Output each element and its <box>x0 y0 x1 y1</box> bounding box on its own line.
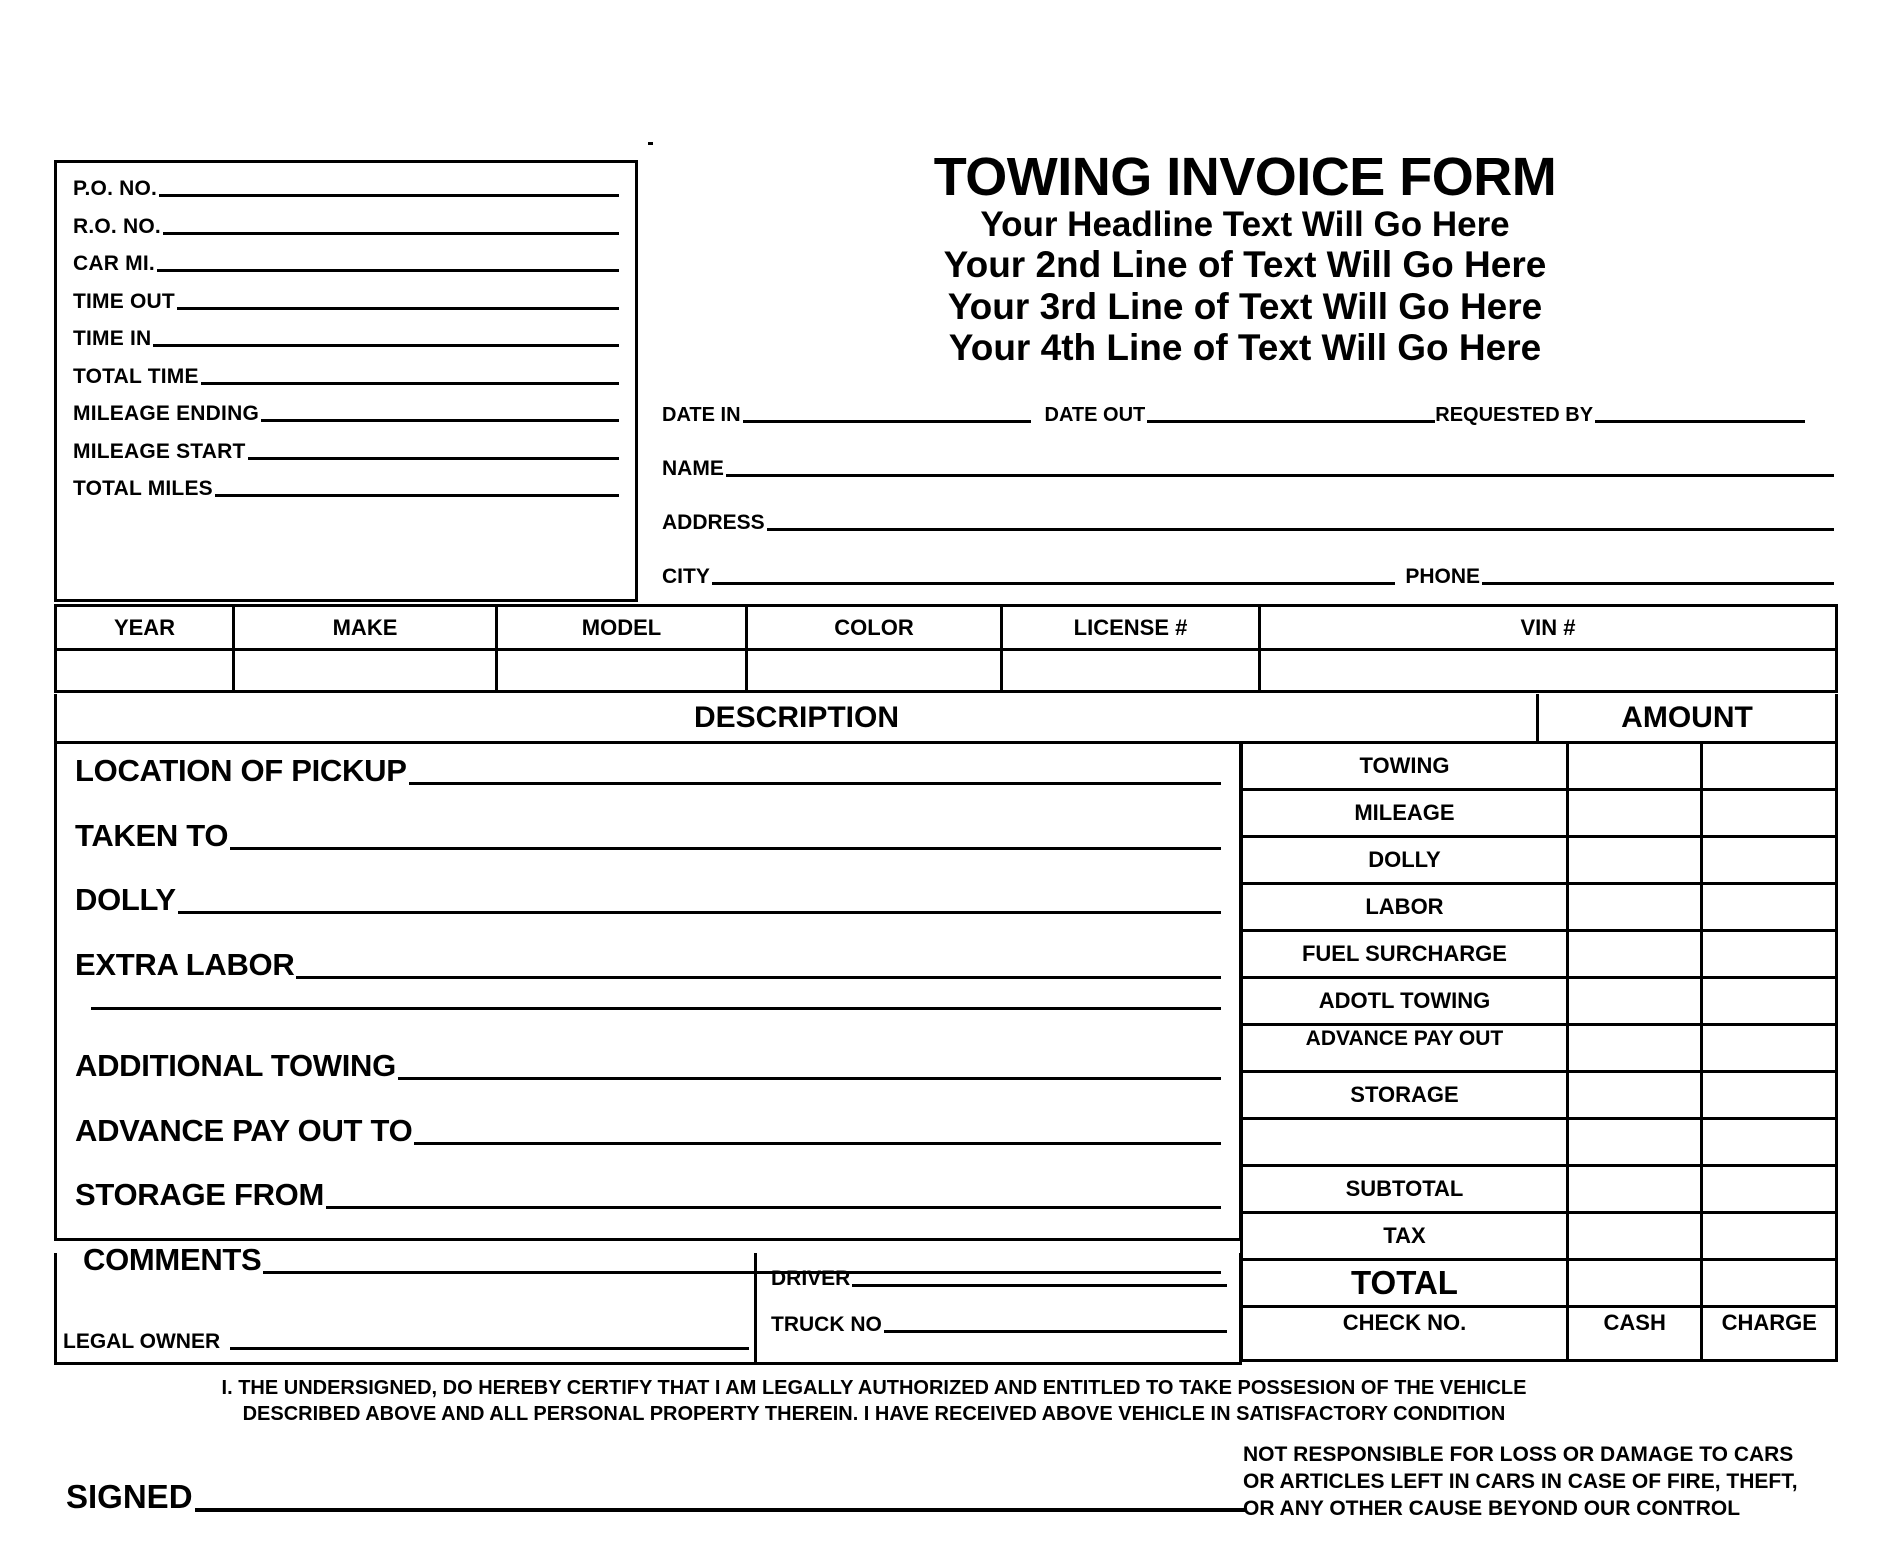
cell-make[interactable] <box>234 650 497 692</box>
write-in-rule[interactable] <box>398 1077 1221 1080</box>
customer-contact-block <box>662 404 1834 619</box>
field-time-in[interactable] <box>73 327 619 351</box>
date-out-label: DATE OUT <box>1044 404 1146 426</box>
field-label: TOTAL TIME <box>73 364 199 388</box>
field-truck-no[interactable] <box>771 1313 1227 1337</box>
city-rule[interactable] <box>712 582 1395 585</box>
amount-label: STORAGE <box>1242 1072 1568 1119</box>
field-label: ADDITIONAL TOWING <box>75 1048 396 1083</box>
payment-method-row <box>1242 1307 1837 1361</box>
legal-owner-cell <box>57 1253 757 1362</box>
field-label: TIME OUT <box>73 289 175 313</box>
amount-header: AMOUNT <box>1539 694 1838 744</box>
check-no-label[interactable]: CHECK NO. <box>1242 1307 1568 1361</box>
write-in-rule[interactable] <box>414 1142 1221 1145</box>
field-mileage-start[interactable] <box>73 440 619 464</box>
amount-label <box>1242 1119 1568 1166</box>
amount-row-mileage <box>1242 790 1837 837</box>
legal-line-1: I. THE UNDERSIGNED, DO HEREBY CERTIFY THAT I AM LEGALLY AUTHORIZED AND ENTITLED TO TAKE POSSESION OF THE VEHICLE <box>221 1377 1527 1399</box>
signed-label: SIGNED <box>66 1478 193 1515</box>
write-in-rule[interactable] <box>326 1206 1221 1209</box>
notice-line-2: OR ARTICLES LEFT IN CARS IN CASE OF FIRE, THEFT, <box>1243 1469 1798 1493</box>
field-label: COMMENTS <box>83 1241 262 1277</box>
city-phone-row <box>662 565 1834 589</box>
legal-owner-label: LEGAL OWNER <box>63 1330 221 1353</box>
field-signed[interactable] <box>66 1478 1246 1516</box>
amount-value[interactable] <box>1567 1213 1702 1260</box>
requested-by-label: REQUESTED BY <box>1435 404 1594 426</box>
legal-certification-text <box>54 1375 1694 1428</box>
amount-label: TOWING <box>1242 743 1568 790</box>
name-rule[interactable] <box>726 474 1834 477</box>
owner-driver-strip <box>54 1253 1242 1365</box>
amount-label: LABOR <box>1242 884 1568 931</box>
amount-value[interactable] <box>1567 978 1702 1025</box>
date-in-label: DATE IN <box>662 404 741 426</box>
field-po-no[interactable] <box>73 177 619 201</box>
table-row <box>56 650 1837 692</box>
amount-value[interactable] <box>1567 931 1702 978</box>
amount-label: SUBTOTAL <box>1242 1166 1568 1213</box>
not-responsible-notice <box>1243 1442 1843 1523</box>
field-driver[interactable] <box>771 1267 1227 1291</box>
legal-line-2: DESCRIBED ABOVE AND ALL PERSONAL PROPERTY THEREIN. I HAVE RECEIVED ABOVE VEHICLE IN SATISFACTORY CONDITION <box>242 1403 1506 1426</box>
amount-label: MILEAGE <box>1242 790 1568 837</box>
amount-value-cents[interactable] <box>1702 1119 1837 1166</box>
amount-value-cents[interactable] <box>1702 1025 1837 1072</box>
job-details-box <box>54 160 638 602</box>
headline-line-2: Your 2nd Line of Text Will Go Here <box>943 244 1547 286</box>
charge-label[interactable]: CHARGE <box>1702 1307 1837 1361</box>
amount-row-storage <box>1242 1072 1837 1119</box>
field-location-of-pickup[interactable] <box>75 753 1221 789</box>
write-in-rule[interactable] <box>248 457 619 460</box>
field-extra-labor[interactable] <box>75 947 1221 983</box>
field-total-miles[interactable] <box>73 477 619 501</box>
column-header-year: YEAR <box>56 606 234 650</box>
write-in-rule[interactable] <box>230 847 1221 850</box>
field-additional-towing[interactable] <box>75 1048 1221 1084</box>
amount-value-cents[interactable] <box>1702 837 1837 884</box>
amount-value[interactable] <box>1567 884 1702 931</box>
headline-line-1: Your Headline Text Will Go Here <box>980 205 1510 245</box>
description-fields-panel <box>54 741 1242 1277</box>
amount-value-cents[interactable] <box>1702 743 1837 790</box>
field-label: DOLLY <box>75 882 176 917</box>
field-label: MILEAGE START <box>73 439 246 463</box>
field-storage-from[interactable] <box>75 1177 1221 1213</box>
total-label: TOTAL <box>1242 1260 1568 1307</box>
phone-rule[interactable] <box>1482 582 1834 585</box>
amount-row-total <box>1242 1260 1837 1307</box>
column-header-license: LICENSE # <box>1002 606 1260 650</box>
name-row <box>662 457 1834 481</box>
field-car-mi[interactable] <box>73 252 619 276</box>
headline-line-3: Your 3rd Line of Text Will Go Here <box>947 285 1543 327</box>
cell-color[interactable] <box>747 650 1002 692</box>
amount-value-cents[interactable] <box>1702 978 1837 1025</box>
amount-value-cents[interactable] <box>1702 1213 1837 1260</box>
write-in-rule[interactable] <box>163 232 619 235</box>
total-value[interactable] <box>1567 1260 1702 1307</box>
amount-row-subtotal <box>1242 1166 1837 1213</box>
amount-value-cents[interactable] <box>1702 1166 1837 1213</box>
description-header: DESCRIPTION <box>54 694 1539 744</box>
address-row <box>662 511 1834 535</box>
write-in-rule[interactable] <box>230 1347 749 1350</box>
write-in-rule[interactable] <box>884 1330 1227 1333</box>
date-out-rule[interactable] <box>1147 420 1435 423</box>
amount-value-cents[interactable] <box>1702 1072 1837 1119</box>
column-header-model: MODEL <box>497 606 747 650</box>
page-title: TOWING INVOICE FORM <box>933 147 1557 207</box>
amount-value[interactable] <box>1567 1025 1702 1072</box>
description-amount-header <box>54 694 1838 744</box>
write-in-rule[interactable] <box>157 269 619 272</box>
total-value-cents[interactable] <box>1702 1260 1837 1307</box>
amount-row-blank <box>1242 1119 1837 1166</box>
truck-no-label: TRUCK NO <box>771 1313 882 1336</box>
amount-value[interactable] <box>1567 1072 1702 1119</box>
field-label: EXTRA LABOR <box>75 946 295 982</box>
amount-value-cents[interactable] <box>1702 931 1837 978</box>
cell-license[interactable] <box>1002 650 1260 692</box>
amount-value-cents[interactable] <box>1702 884 1837 931</box>
masthead <box>640 147 1850 369</box>
requested-by-rule[interactable] <box>1595 420 1805 423</box>
amount-table <box>1240 741 1838 1362</box>
field-label: P.O. NO. <box>73 177 158 200</box>
amount-value-cents[interactable] <box>1702 790 1837 837</box>
headline-line-4: Your 4th Line of Text Will Go Here <box>948 327 1542 369</box>
column-header-vin: VIN # <box>1260 606 1837 650</box>
field-total-time[interactable] <box>73 365 619 389</box>
amount-value[interactable] <box>1567 790 1702 837</box>
amount-value[interactable] <box>1567 1166 1702 1213</box>
amount-value[interactable] <box>1567 837 1702 884</box>
date-in-rule[interactable] <box>743 420 1031 423</box>
write-in-rule[interactable] <box>177 307 619 310</box>
driver-truck-cell <box>757 1253 1239 1362</box>
phone-label: PHONE <box>1405 565 1480 588</box>
amount-value[interactable] <box>1567 743 1702 790</box>
write-in-rule[interactable] <box>153 344 619 347</box>
signature-rule[interactable] <box>195 1508 1246 1512</box>
cell-vin[interactable] <box>1260 650 1837 692</box>
field-taken-to[interactable] <box>75 818 1221 854</box>
write-in-rule[interactable] <box>91 1007 1221 1010</box>
field-label: TIME IN <box>73 327 152 350</box>
field-label: CAR MI. <box>73 252 155 275</box>
amount-label: DOLLY <box>1242 837 1568 884</box>
city-label: CITY <box>662 565 710 588</box>
amount-row-adotl-towing <box>1242 978 1837 1025</box>
table-header-row <box>56 606 1837 650</box>
write-in-rule[interactable] <box>178 911 1221 914</box>
write-in-rule[interactable] <box>852 1284 1227 1287</box>
name-label: NAME <box>662 457 724 480</box>
vehicle-info-table <box>54 604 1838 693</box>
notice-line-1: NOT RESPONSIBLE FOR LOSS OR DAMAGE TO CARS <box>1243 1443 1794 1466</box>
column-header-make: MAKE <box>234 606 497 650</box>
column-header-color: COLOR <box>747 606 1002 650</box>
cell-year[interactable] <box>56 650 234 692</box>
field-legal-owner[interactable] <box>63 1330 749 1354</box>
amount-label: TAX <box>1242 1213 1568 1260</box>
amount-value[interactable] <box>1567 1119 1702 1166</box>
field-label: TAKEN TO <box>75 817 229 853</box>
amount-label: ADVANCE PAY OUT <box>1242 1025 1568 1072</box>
field-dolly[interactable] <box>75 882 1221 918</box>
amount-label: ADOTL TOWING <box>1242 978 1568 1025</box>
address-rule[interactable] <box>767 528 1834 531</box>
field-label: MILEAGE ENDING <box>73 402 259 425</box>
amount-row-towing <box>1242 743 1837 790</box>
field-label: ADVANCE PAY OUT TO <box>75 1112 413 1148</box>
field-label: LOCATION OF PICKUP <box>75 753 407 788</box>
field-label: TOTAL MILES <box>73 477 213 500</box>
field-label: STORAGE FROM <box>75 1177 325 1212</box>
date-row <box>662 404 1834 427</box>
cash-label[interactable]: CASH <box>1567 1307 1702 1361</box>
address-label: ADDRESS <box>662 511 765 534</box>
amount-row-advance-pay-out <box>1242 1025 1837 1072</box>
amount-row-dolly <box>1242 837 1837 884</box>
amount-row-labor <box>1242 884 1837 931</box>
amount-row-fuel-surcharge <box>1242 931 1837 978</box>
amount-row-tax <box>1242 1213 1837 1260</box>
field-ro-no[interactable] <box>73 215 619 239</box>
field-time-out[interactable] <box>73 290 619 314</box>
driver-label: DRIVER <box>771 1267 851 1290</box>
field-label: R.O. NO. <box>73 214 161 238</box>
write-in-rule[interactable] <box>409 782 1221 785</box>
field-advance-pay-out-to[interactable] <box>75 1113 1221 1149</box>
stray-print-mark <box>648 142 653 145</box>
write-in-rule[interactable] <box>261 419 619 422</box>
write-in-rule[interactable] <box>296 976 1221 979</box>
field-extra-labor-continuation[interactable] <box>75 1011 1221 1014</box>
notice-line-3: OR ANY OTHER CAUSE BEYOND OUR CONTROL <box>1243 1496 1741 1520</box>
write-in-rule[interactable] <box>215 494 619 497</box>
write-in-rule[interactable] <box>201 382 619 385</box>
amount-label: FUEL SURCHARGE <box>1242 931 1568 978</box>
cell-model[interactable] <box>497 650 747 692</box>
field-mileage-ending[interactable] <box>73 402 619 426</box>
write-in-rule[interactable] <box>159 194 619 197</box>
